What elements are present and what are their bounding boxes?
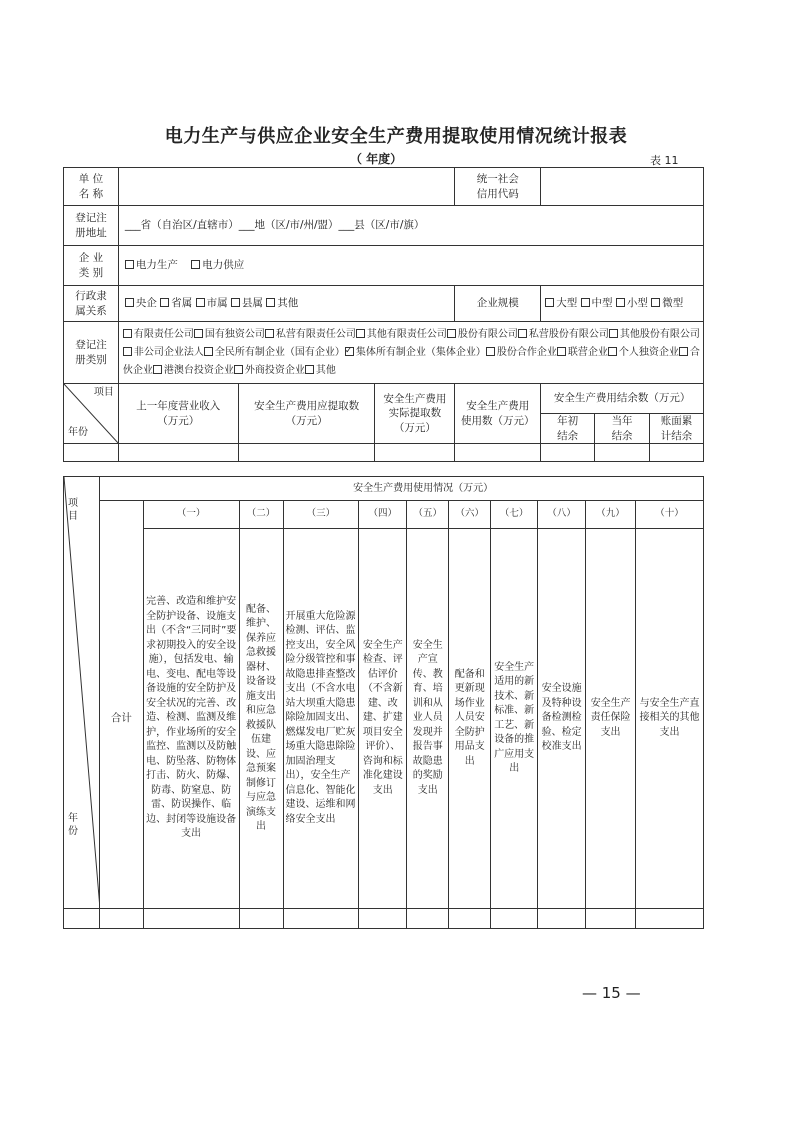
- usage-table: [63, 476, 704, 929]
- item-header: 项目: [93, 387, 114, 398]
- page-title: 电力生产与供应企业安全生产费用提取使用情况统计报表: [164, 126, 628, 147]
- item-year-header-2: [64, 477, 100, 909]
- usage-col-header: （七）: [491, 501, 538, 529]
- category-option[interactable]: 电力供应: [191, 259, 244, 271]
- reg-type-option[interactable]: [123, 329, 194, 340]
- scale-option[interactable]: [616, 297, 648, 309]
- usage-col-header: （一）: [143, 501, 239, 529]
- checkbox[interactable]: [557, 347, 566, 356]
- usage-col-header: （六）: [449, 501, 491, 529]
- reg-type-option[interactable]: [486, 347, 557, 358]
- reg-type-option[interactable]: [123, 347, 204, 358]
- reg-type-option[interactable]: [447, 329, 518, 340]
- balance-header: 安全生产费用结余数（万元）: [541, 384, 704, 414]
- option-label: 有限责任公司: [133, 328, 194, 340]
- revenue-header: 上一年度营业收入 （万元）: [118, 384, 238, 444]
- balance-year-cell[interactable]: [595, 444, 650, 462]
- balance-begin-header: 年初 结余: [541, 414, 595, 444]
- reg-type-label: 登记注 册类别: [64, 322, 119, 384]
- admin-option[interactable]: [160, 297, 192, 309]
- scale-option[interactable]: [581, 297, 613, 309]
- option-label: 省属: [171, 297, 193, 310]
- data-cell[interactable]: [407, 909, 449, 929]
- option-label: 其他股份有限公司: [619, 328, 700, 340]
- checkbox[interactable]: [545, 298, 554, 307]
- checkbox[interactable]: [125, 298, 134, 307]
- reg-type-option[interactable]: [345, 347, 486, 358]
- usage-title: 安全生产费用使用情况（万元）: [143, 477, 703, 501]
- option-label: 外商投资企业: [244, 364, 305, 376]
- usage-col-desc: 安全生产检查、评估评价（不含新建、改建、扩建项目安全评价）、咨询和标准化建设支出: [359, 529, 407, 909]
- checkbox[interactable]: [447, 329, 456, 338]
- diagonal-line-2: [64, 477, 100, 909]
- checkbox[interactable]: [265, 329, 274, 338]
- usage-col-desc: 开展重大危险源检测、评估、监控支出，安全风险分级管控和事故隐患排查整改支出（不含水电站大坝重大隐患除险加固支出、燃煤发电厂贮灰场重大隐患除险加固治理支出），安全生产信息化、智能化建设、运维和网络安全支出: [283, 529, 359, 909]
- checkbox[interactable]: [608, 347, 617, 356]
- checkbox[interactable]: [123, 329, 132, 338]
- checkbox[interactable]: [679, 347, 688, 356]
- data-cell[interactable]: [491, 909, 538, 929]
- reg-type-option[interactable]: [518, 329, 609, 340]
- blank-cell: [99, 501, 143, 529]
- option-label: 私营股份有限公司: [528, 328, 609, 340]
- scale-options: [541, 286, 704, 322]
- checkbox[interactable]: [153, 365, 162, 374]
- usage-col-desc: 配备和更新现场作业人员安全防护用品支出: [449, 529, 491, 909]
- revenue-cell[interactable]: [118, 444, 238, 462]
- item-year-header: [64, 384, 119, 444]
- option-label: 非公司企业法人: [133, 346, 204, 358]
- admin-option[interactable]: [196, 297, 228, 309]
- total-header: 合计: [99, 529, 143, 909]
- option-label: 国有独资公司: [204, 328, 265, 340]
- option-label: 央企: [135, 297, 157, 310]
- year-cell[interactable]: [64, 444, 119, 462]
- provision-std-cell[interactable]: [238, 444, 375, 462]
- data-cell[interactable]: [359, 909, 407, 929]
- data-cell[interactable]: [239, 909, 283, 929]
- reg-type-option[interactable]: [265, 329, 356, 340]
- usage-col-desc: 安全生产责任保险支出: [586, 529, 636, 909]
- checkbox[interactable]: [356, 329, 365, 338]
- option-label: 小型: [626, 297, 648, 310]
- checkbox[interactable]: [160, 298, 169, 307]
- reg-type-option[interactable]: [234, 365, 305, 376]
- checkbox[interactable]: [125, 260, 134, 269]
- option-label: 个人独资企业: [618, 346, 679, 358]
- blank-cell: [99, 477, 143, 501]
- checkbox[interactable]: [651, 298, 660, 307]
- usage-col-header: （十）: [636, 501, 704, 529]
- option-label: 其他: [315, 364, 336, 376]
- checkbox[interactable]: [616, 298, 625, 307]
- admin-option[interactable]: [125, 297, 157, 309]
- item-header-2: 项目: [68, 498, 78, 522]
- usage-col-header: （九）: [586, 501, 636, 529]
- reg-type-option[interactable]: [608, 347, 679, 358]
- reg-type-option[interactable]: [557, 347, 608, 358]
- data-cell[interactable]: [283, 909, 359, 929]
- usage-col-desc: 配备、维护、保养应急救援器材、设备设施支出和应急救援队伍建设、应急预案制修订与应急演练支出: [239, 529, 283, 909]
- data-cell[interactable]: [449, 909, 491, 929]
- usage-col-desc: 安全生产宣传、教育、培训和从业人员发现并报告事故隐患的奖励支出: [407, 529, 449, 909]
- option-label: 其他: [277, 297, 299, 310]
- checkbox[interactable]: [204, 347, 213, 356]
- data-cell[interactable]: [538, 909, 586, 929]
- address-label: 登记注 册地址: [64, 206, 119, 246]
- reg-type-option[interactable]: [305, 365, 336, 376]
- scale-label: 企业规模: [455, 286, 541, 322]
- scale-option[interactable]: [545, 297, 577, 309]
- checkbox[interactable]: [518, 329, 527, 338]
- basic-info-table: [63, 167, 704, 462]
- option-label: 联营企业: [567, 346, 608, 358]
- usage-col-desc: 完善、改造和维护安全防护设备、设施支出（不含“三同时”要求初期投入的安全设施），包括发电、输电、变电、配电等设备设施的安全防护及安全状况的完善、改造、检测、监测及维护，作业场所的安全监控、监测以及防触电、防坠落、防物体打击、防火、防爆、防毒、防窒息、防雷、防误操作、临边、封闭等设施设备支出: [143, 529, 239, 909]
- unit-name-label: 单 位 名 称: [64, 168, 119, 206]
- usage-col-header: （二）: [239, 501, 283, 529]
- usage-col-desc: 安全生产适用的新技术、新标准、新工艺、新设备的推广应用支出: [491, 529, 538, 909]
- option-label: 合伙企业: [122, 346, 700, 376]
- option-label: 全民所有制企业（国有企业）: [214, 346, 345, 358]
- checkbox[interactable]: [191, 260, 200, 269]
- usage-header: 安全生产费用 使用数（万元）: [455, 384, 541, 444]
- address-field[interactable]: ___省（自治区/直辖市）___地（区/市/州/盟）___县（区/市/旗）: [118, 206, 703, 246]
- data-cell[interactable]: [636, 909, 704, 929]
- balance-book-cell[interactable]: [650, 444, 704, 462]
- category-options: [118, 246, 703, 286]
- checkbox[interactable]: [609, 329, 618, 338]
- option-label: 市属: [206, 297, 228, 310]
- year-header-2: 年份: [68, 813, 78, 837]
- option-label: 县属: [241, 297, 263, 310]
- reg-type-option[interactable]: [153, 365, 234, 376]
- balance-year-header: 当年 结余: [595, 414, 650, 444]
- checkbox[interactable]: [123, 347, 132, 356]
- reg-type-option[interactable]: [356, 329, 447, 340]
- checkbox[interactable]: [345, 347, 354, 356]
- usage-col-header: （八）: [538, 501, 586, 529]
- option-label: 其他有限责任公司: [366, 328, 447, 340]
- balance-begin-cell[interactable]: [541, 444, 595, 462]
- unit-name-field[interactable]: [118, 168, 454, 206]
- checkbox[interactable]: [194, 329, 203, 338]
- option-label: 微型: [662, 297, 684, 310]
- reg-type-option[interactable]: [204, 347, 345, 358]
- balance-book-header: 账面累 计结余: [650, 414, 704, 444]
- checkbox[interactable]: [196, 298, 205, 307]
- checkbox[interactable]: [305, 365, 314, 374]
- admin-label: 行政隶 属关系: [64, 286, 119, 322]
- table-number: 表 11: [650, 154, 679, 167]
- provision-actual-cell[interactable]: [375, 444, 455, 462]
- usage-col-header: （三）: [283, 501, 359, 529]
- option-label: 集体所有制企业（集体企业）: [355, 346, 486, 358]
- checkbox[interactable]: [581, 298, 590, 307]
- admin-options: [118, 286, 454, 322]
- reg-type-option[interactable]: [194, 329, 265, 340]
- category-label: 企 业 类 别: [64, 246, 119, 286]
- data-cell[interactable]: [143, 909, 239, 929]
- checkbox[interactable]: [231, 298, 240, 307]
- admin-option[interactable]: [266, 297, 298, 309]
- admin-option[interactable]: [231, 297, 263, 309]
- option-label: 大型: [556, 297, 578, 310]
- checkbox[interactable]: [486, 347, 495, 356]
- category-option[interactable]: 电力生产: [125, 259, 178, 271]
- checkbox[interactable]: [266, 298, 275, 307]
- usage-col-header: （四）: [359, 501, 407, 529]
- credit-code-label: 统一社会 信用代码: [455, 168, 541, 206]
- option-label: 港澳台投资企业: [163, 364, 234, 376]
- data-cell[interactable]: [99, 909, 143, 929]
- option-label: 股份合作企业: [496, 346, 557, 358]
- scale-option[interactable]: [651, 297, 683, 309]
- option-label: 股份有限公司: [457, 328, 518, 340]
- year-header: 年份: [68, 426, 88, 438]
- usage-col-desc: 安全设施及特种设备检测检验、检定校准支出: [538, 529, 586, 909]
- data-cell[interactable]: [64, 909, 100, 929]
- option-label: 私营有限责任公司: [275, 328, 356, 340]
- checkbox[interactable]: [234, 365, 243, 374]
- reg-type-option[interactable]: [609, 329, 700, 340]
- usage-col-header: （五）: [407, 501, 449, 529]
- provision-actual-header: 安全生产费用 实际提取数 （万元）: [375, 384, 455, 444]
- credit-code-field[interactable]: [541, 168, 704, 206]
- reg-type-options: [118, 322, 703, 384]
- page-number: — 15 —: [582, 984, 641, 1002]
- provision-std-header: 安全生产费用应提取数 （万元）: [238, 384, 375, 444]
- data-cell[interactable]: [586, 909, 636, 929]
- option-label: 中型: [591, 297, 613, 310]
- usage-cell[interactable]: [455, 444, 541, 462]
- usage-col-desc: 与安全生产直接相关的其他支出: [636, 529, 704, 909]
- year-label: （ 年度）: [350, 152, 403, 166]
